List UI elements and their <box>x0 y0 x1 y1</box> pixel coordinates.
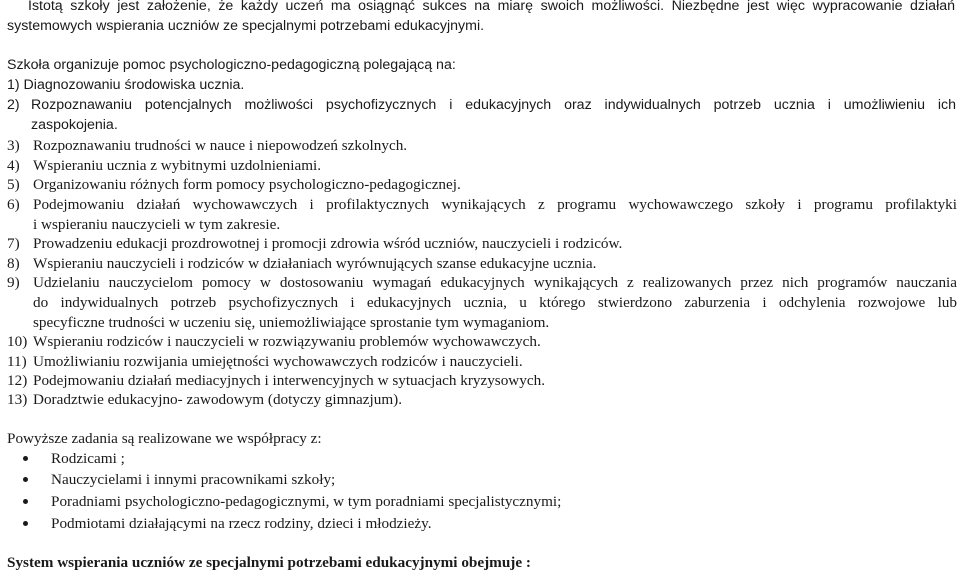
org-intro: Szkoła organizuje pomoc psychologiczno-pedagogiczną polegającą na: <box>7 57 456 73</box>
bullet-icon <box>23 499 28 504</box>
section-heading: System wspierania uczniów ze specjalnymi potrzebami edukacyjnymi obejmuje : <box>7 554 531 571</box>
list-item-5: Organizowaniu różnych form pomocy psychologiczno-pedagogicznej. <box>33 176 461 193</box>
list-item-7: Prowadzeniu edukacji prozdrowotnej i promocji zdrowia wśród uczniów, nauczycieli i rodziców. <box>33 235 623 252</box>
list-item-4-number: 4) <box>7 157 20 174</box>
list-item-12: Podejmowaniu działań mediacyjnych i interwencyjnych w sytuacjach kryzysowych. <box>33 372 545 389</box>
list-item-9-line-1: Udzielaniu nauczycielom pomocy w dostosowaniu wymagań edukacyjnych wynikających z realizowanych przez nich programów nauczania <box>33 274 957 291</box>
list-item-8: Wspieraniu nauczycieli i rodziców w działaniach wyrównujących szanse edukacyjne ucznia. <box>33 255 597 272</box>
org-item-2-line-1: Rozpoznawaniu potencjalnych możliwości psychofizycznych i edukacyjnych oraz indywidualnych potrzeb ucznia i umożliwieniu ich <box>31 97 956 113</box>
org-item-2-number: 2) <box>7 97 20 113</box>
intro-line-1: Istotą szkoły jest założenie, że każdy uczeń ma osiągnąć sukces na miarę swoich możliwości. Niezbędne jest więc wypracowanie działań <box>28 0 955 14</box>
list-item-9-number: 9) <box>7 274 20 291</box>
bullet-icon <box>23 521 28 526</box>
cooperation-intro: Powyższe zadania są realizowane we współpracy z: <box>7 430 322 447</box>
list-item-13: Doradztwie edukacyjno- zawodowym (dotyczy gimnazjum). <box>33 391 403 408</box>
cooperation-item: Podmiotami działającymi na rzecz rodziny, dzieci i młodzieży. <box>51 515 432 532</box>
list-item-3: Rozpoznawaniu trudności w nauce i niepowodzeń szkolnych. <box>33 137 408 154</box>
cooperation-item: Poradniami psychologiczno-pedagogicznymi, w tym poradniami specjalistycznymi; <box>51 493 562 510</box>
list-item-7-number: 7) <box>7 235 20 252</box>
list-item-8-number: 8) <box>7 255 20 272</box>
list-item-3-number: 3) <box>7 137 20 154</box>
list-item-6-line-2: i wspieraniu nauczycieli w tym zakresie. <box>33 216 281 233</box>
bullet-icon <box>23 456 28 461</box>
list-item-6-line-1: Podejmowaniu działań wychowawczych i profilaktycznych wynikających z programu wychowawczego szkoły i programu profilaktyki <box>33 196 957 213</box>
list-item-4: Wspieraniu ucznia z wybitnymi uzdolnieniami. <box>33 157 322 174</box>
list-item-5-number: 5) <box>7 176 20 193</box>
intro-line-2: systemowych wspierania uczniów ze specjalnymi potrzebami edukacyjnymi. <box>7 18 485 34</box>
list-item-11: Umożliwianiu rozwijania umiejętności wychowawczych rodziców i nauczycieli. <box>33 353 523 370</box>
cooperation-item: Rodzicami ; <box>51 450 125 467</box>
list-item-10-number: 10) <box>7 333 28 350</box>
org-item-1: 1) Diagnozowaniu środowiska ucznia. <box>7 77 245 93</box>
list-item-12-number: 12) <box>7 372 28 389</box>
list-item-11-number: 11) <box>7 353 27 370</box>
list-item-10: Wspieraniu rodziców i nauczycieli w rozwiązywaniu problemów wychowawczych. <box>33 333 541 350</box>
list-item-9-line-3: specyficzne trudności w uczeniu się, uniemożliwiające sprostanie tym wymaganiom. <box>33 314 550 331</box>
list-item-6-number: 6) <box>7 196 20 213</box>
list-item-9-line-2: do indywidualnych potrzeb psychofizycznych i edukacyjnych ucznia, u którego stwierdzono zaburzenia i odchylenia rozwojowe lub <box>33 294 957 311</box>
list-item-13-number: 13) <box>7 391 28 408</box>
bullet-icon <box>23 477 28 482</box>
org-item-2-line-2: zaspokojenia. <box>31 117 118 133</box>
cooperation-item: Nauczycielami i innymi pracownikami szkoły; <box>51 471 336 488</box>
